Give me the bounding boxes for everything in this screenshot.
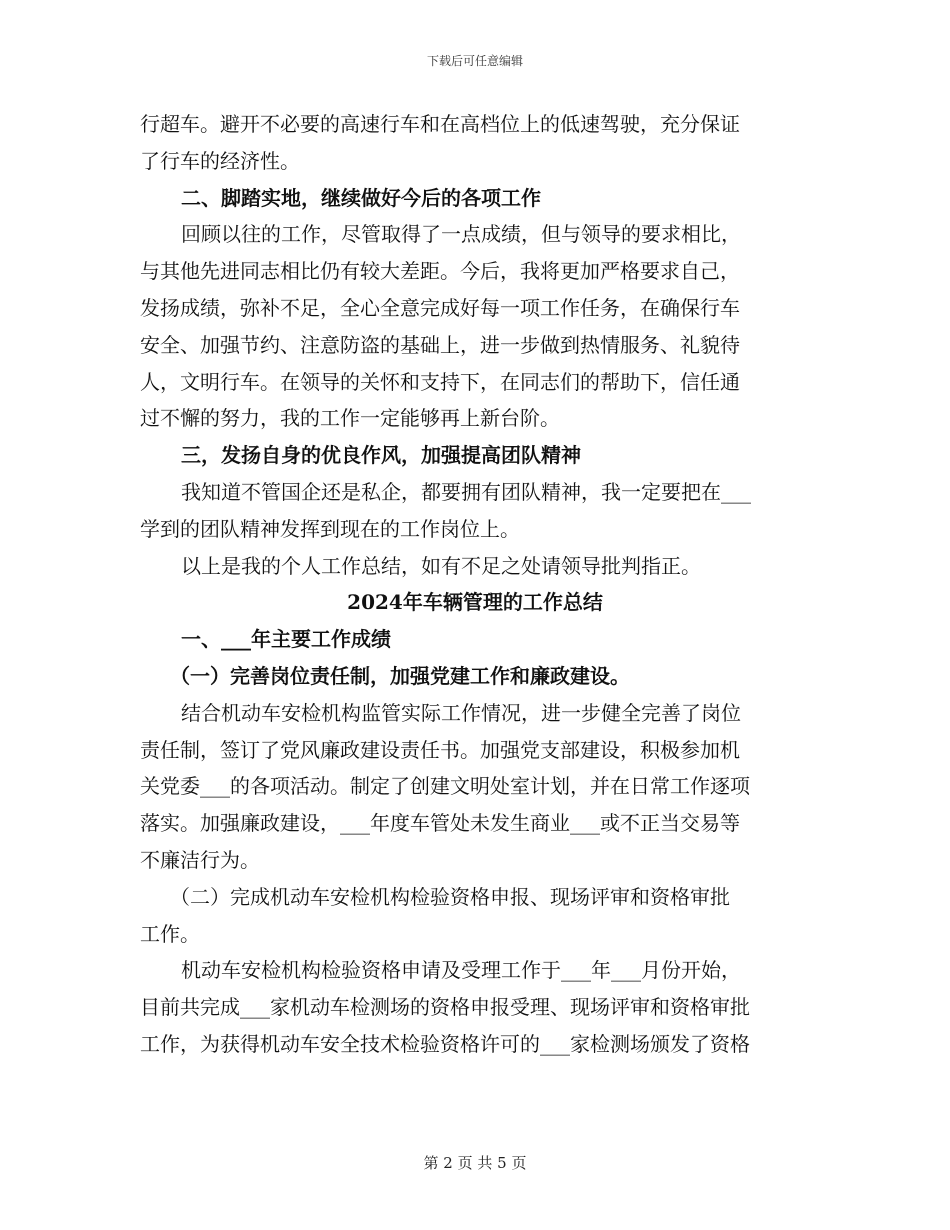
paragraph-line: 过不懈的努力，我的工作一定能够再上新台阶。 [140, 406, 560, 431]
paragraph-line: 工作，为获得机动车安全技术检验资格许可的___家检测场颁发了资格 [140, 1031, 750, 1056]
paragraph-line: 关党委___的各项活动。制定了创建文明处室计划，并在日常工作逐项 [140, 774, 750, 799]
paragraph-line: 不廉洁行为。 [140, 847, 260, 872]
paragraph-line: 机动车安检机构检验资格申请及受理工作于___年___月份开始， [181, 958, 741, 983]
paragraph-line: 人，文明行车。在领导的关怀和支持下，在同志们的帮助下，信任通 [140, 369, 740, 394]
page-header: 下载后可任意编辑 [426, 54, 523, 68]
paragraph-line: 我知道不管国企还是私企，都要拥有团队精神，我一定要把在___ [181, 479, 751, 504]
paragraph-line: 工作。 [140, 921, 200, 946]
section-heading: 三，发扬自身的优良作风，加强提高团队精神 [181, 443, 581, 468]
subsection-heading: （二）完成机动车安检机构检验资格申报、现场评审和资格审批 [170, 884, 730, 909]
paragraph-line: 回顾以往的工作，尽管取得了一点成绩，但与领导的要求相比， [181, 222, 741, 247]
document-body [140, 106, 810, 1063]
paragraph-line: 与其他先进同志相比仍有较大差距。今后，我将更加严格要求自己， [140, 259, 740, 284]
document-title: 2024年车辆管理的工作总结 [347, 590, 603, 615]
paragraph-line: 发扬成绩，弥补不足，全心全意完成好每一项工作任务，在确保行车 [140, 295, 740, 320]
section-heading: 一、___年主要工作成绩 [181, 627, 391, 652]
paragraph-line: 学到的团队精神发挥到现在的工作岗位上。 [140, 516, 520, 541]
paragraph-line: 以上是我的个人工作总结，如有不足之处请领导批判指正。 [181, 553, 701, 578]
paragraph-line: 了行车的经济性。 [140, 148, 300, 173]
section-heading: 二、脚踏实地，继续做好今后的各项工作 [181, 185, 541, 210]
paragraph-line: 安全、加强节约、注意防盗的基础上，进一步做到热情服务、礼貌待 [140, 332, 740, 357]
paragraph-line: 目前共完成___家机动车检测场的资格申报受理、现场评审和资格审批 [140, 995, 750, 1020]
page-footer: 第 2 页 共 5 页 [423, 1154, 527, 1172]
paragraph-line: 落实。加强廉政建设，___年度车管处未发生商业___或不正当交易等 [140, 811, 740, 836]
paragraph-line: 责任制，签订了党风廉政建设责任书。加强党支部建设，积极参加机 [140, 737, 740, 762]
subsection-heading: （一）完善岗位责任制，加强党建工作和廉政建设。 [170, 663, 630, 688]
paragraph-line: 行超车。避开不必要的高速行车和在高档位上的低速驾驶，充分保证 [140, 112, 740, 136]
paragraph-line: 结合机动车安检机构监管实际工作情况，进一步健全完善了岗位 [181, 700, 741, 725]
